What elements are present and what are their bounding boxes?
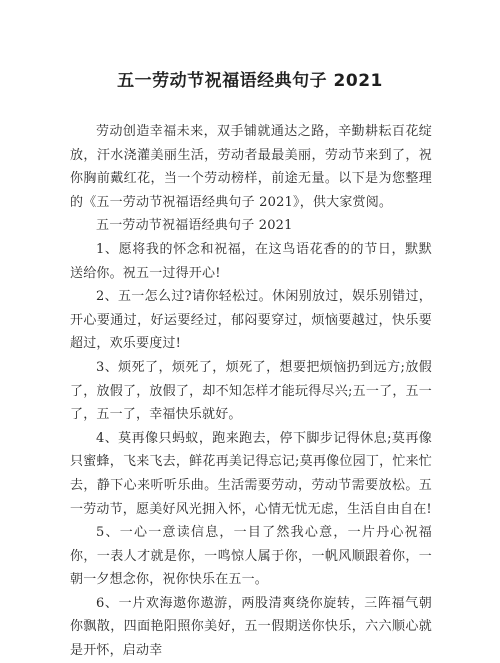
list-item: 3、烦死了，烦死了，烦死了，想要把烦恼扔到远方;放假了，放假了，放假了，却不知怎样才能玩得尽兴;五一了，五一了，五一了，幸福快乐就好。 (70, 359, 432, 423)
list-item: 4、莫再像只蚂蚁，跑来跑去，停下脚步记得休息;莫再像只蜜蜂，飞来飞去，鲜花再美记得忘记;莫再像位园丁，忙来忙去，静下心来听听乐曲。生活需要劳动，劳动节需要放松。五一劳动节，愿美好风光拥入怀，心情无忧无虑，生活自由自在! (70, 430, 432, 517)
intro-paragraph: 劳动创造幸福未来，双手铺就通达之路，辛勤耕耘百花绽放，汗水浇灌美丽生活，劳动者最最美丽，劳动节来到了，祝你胸前戴红花，当一个劳动榜样，前途无量。以下是为您整理的《五一劳动节祝福语经典句子 2021》，供大家赏阅。 (70, 124, 432, 210)
list-item: 6、一片欢海遨你遨游，两股清爽绕你旋转，三阵福气朝你飘散，四面艳阳照你美好，五一假期送你快乐，六六顺心就是开怀，启动幸 (70, 595, 432, 659)
document-body (70, 120, 432, 663)
section-subheading: 五一劳动节祝福语经典句子 2021 (96, 218, 293, 234)
list-item: 2、五一怎么过?请你轻松过。休闲别放过，娱乐别错过，开心要通过，好运要经过，郁闷要穿过，烦恼要越过，快乐要超过，欢乐要度过! (70, 289, 432, 352)
list-item: 1、愿将我的怀念和祝福，在这鸟语花香的的节日，默默送给你。祝五一过得开心! (70, 241, 432, 281)
document-title: 五一劳动节祝福语经典句子 2021 (117, 71, 383, 91)
list-item: 5、一心一意读信息，一目了然我心意，一片丹心祝福你，一表人才就是你，一鸣惊人属于你，一帆风顺跟着你，一朝一夕想念你，祝你快乐在五一。 (70, 525, 432, 588)
